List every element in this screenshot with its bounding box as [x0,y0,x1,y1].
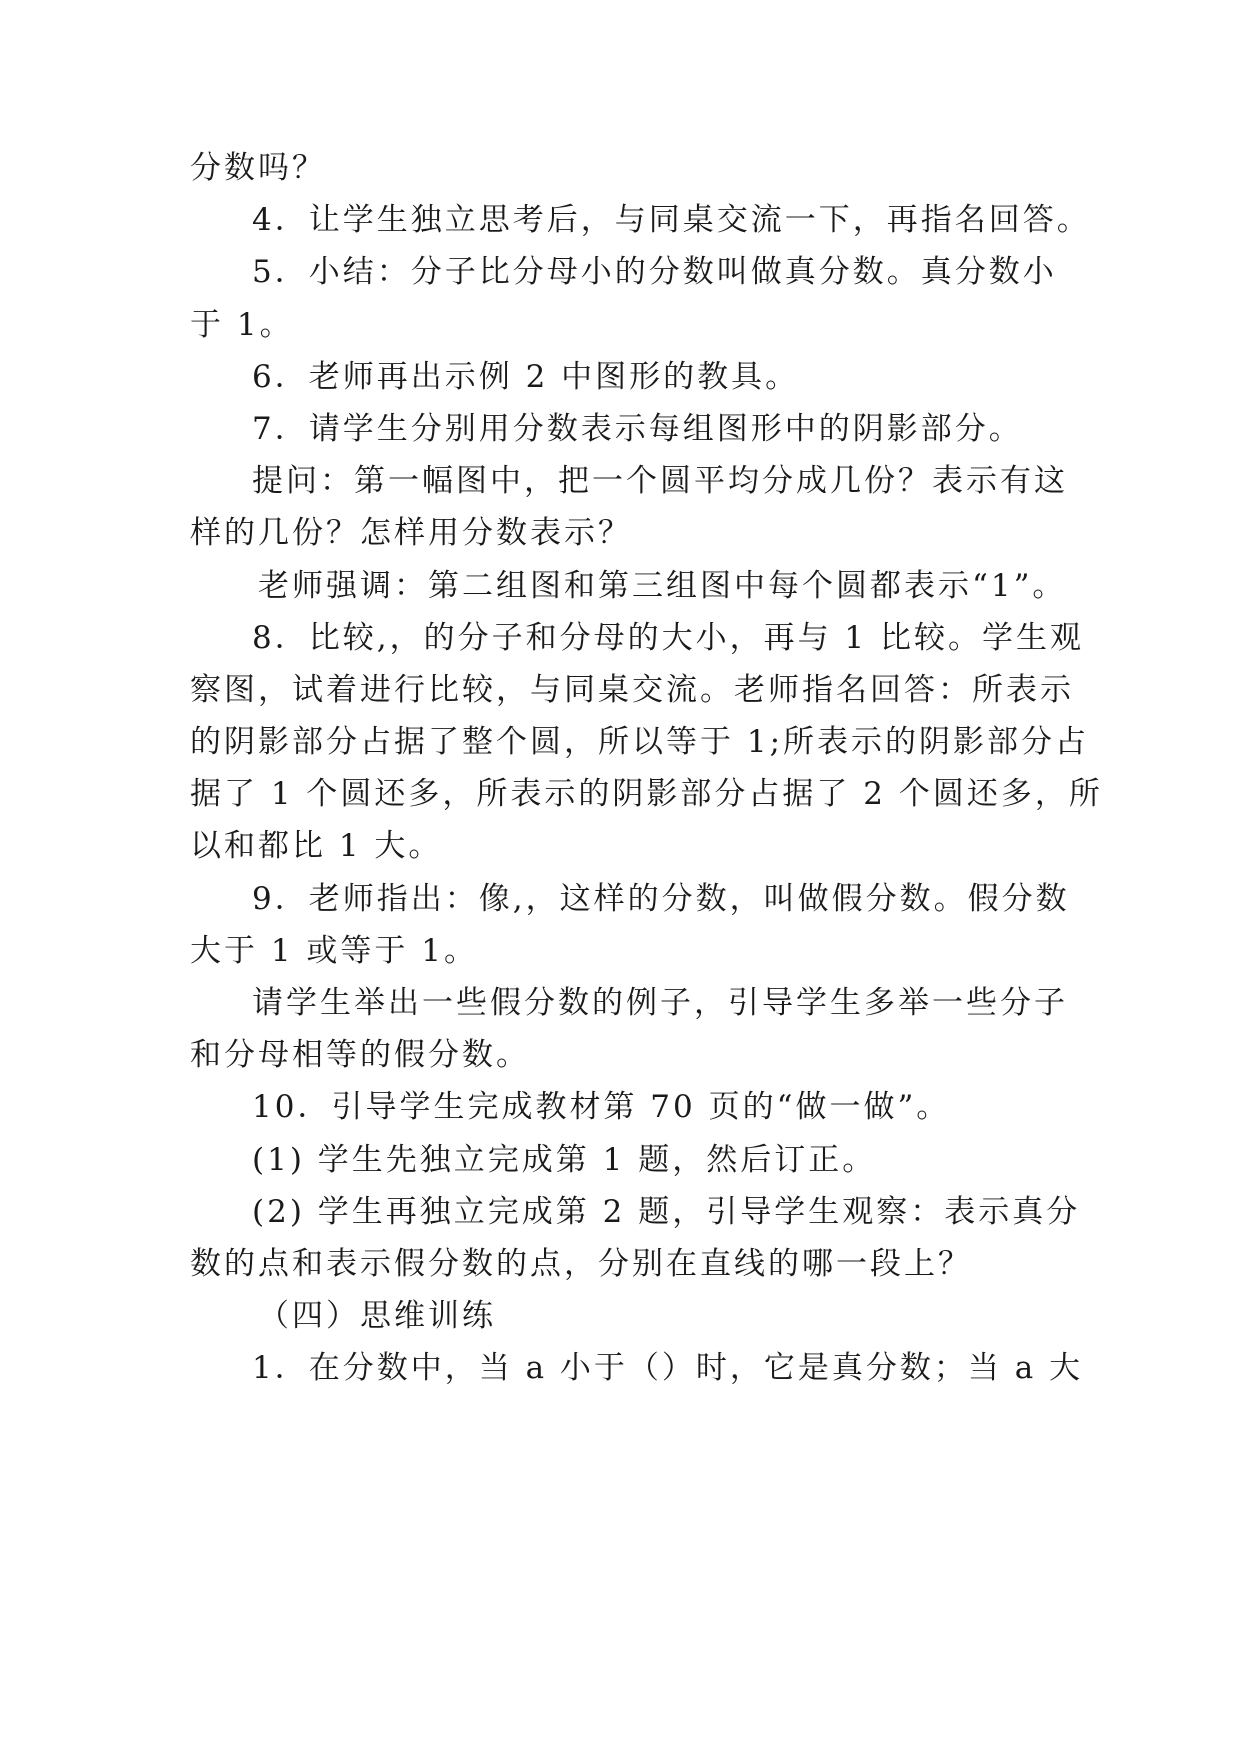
text-line: 的阴影部分占据了整个圆，所以等于 1;所表示的阴影部分占 [190,724,1090,760]
text-line: (2) 学生再独立完成第 2 题，引导学生观察：表示真分 [252,1194,1081,1230]
text-line: 10．引导学生完成教材第 70 页的“做一做”。 [252,1089,951,1125]
text-line: 据了 1 个圆还多，所表示的阴影部分占据了 2 个圆还多，所 [190,776,1103,812]
text-line: 于 1。 [190,307,294,343]
text-line: 分数吗？ [190,150,326,186]
text-line: 样的几份？怎样用分数表示？ [190,515,632,551]
text-line: 和分母相等的假分数。 [190,1037,530,1073]
text-line: 5．小结：分子比分母小的分数叫做真分数。真分数小 [252,254,1057,290]
text-line: 数的点和表示假分数的点，分别在直线的哪一段上？ [190,1246,972,1282]
text-line: 请学生举出一些假分数的例子，引导学生多举一些分子 [252,985,1068,1021]
text-line: 大于 1 或等于 1。 [190,933,479,969]
text-line: 提问：第一幅图中，把一个圆平均分成几份？表示有这 [252,463,1068,499]
text-line: 1．在分数中，当 a 小于（）时，它是真分数；当 a 大 [252,1350,1084,1386]
text-line: 老师强调：第二组图和第三组图中每个圆都表示“1”。 [258,568,1067,604]
text-line: 6．老师再出示例 2 中图形的教具。 [252,359,800,395]
text-line: (1) 学生先独立完成第 1 题，然后订正。 [252,1142,877,1178]
text-line: 7．请学生分别用分数表示每组图形中的阴影部分。 [252,411,1023,447]
text-line: 9．老师指出：像,，这样的分数，叫做假分数。假分数 [252,881,1070,917]
section-heading: （四）思维训练 [258,1298,496,1334]
text-line: 4．让学生独立思考后，与同桌交流一下，再指名回答。 [252,202,1091,238]
text-line: 以和都比 1 大。 [190,828,443,864]
text-line: 察图，试着进行比较，与同桌交流。老师指名回答：所表示 [190,672,1074,708]
text-line: 8．比较,，的分子和分母的大小，再与 1 比较。学生观 [252,620,1085,656]
